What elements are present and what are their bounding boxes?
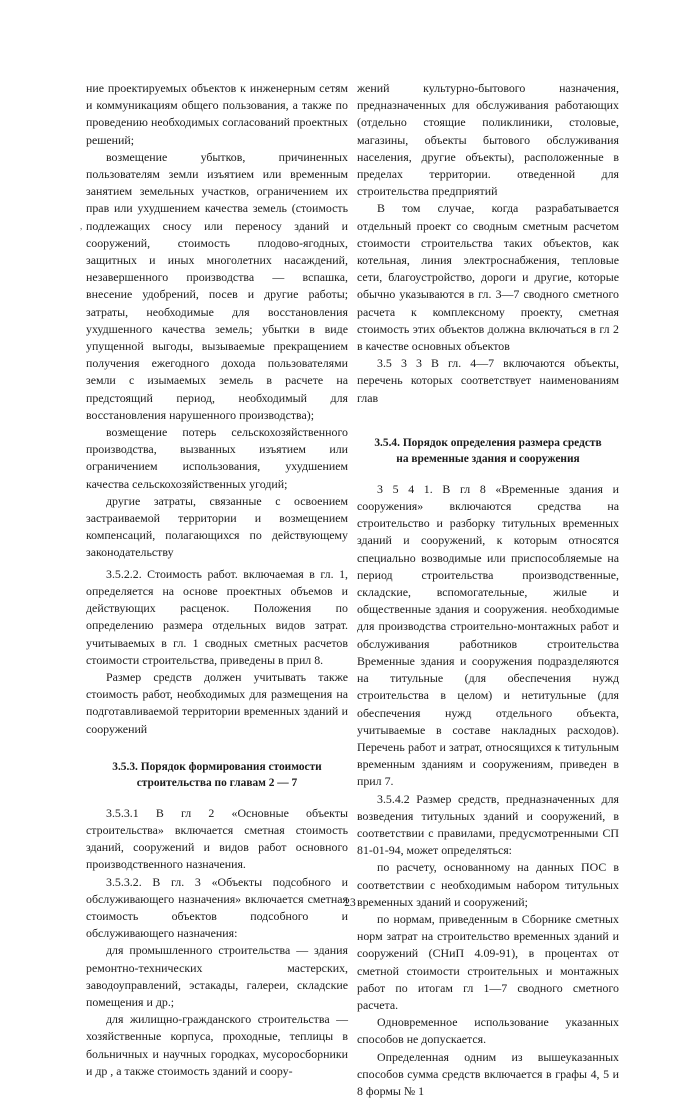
paragraph: возмещение потерь сельскохозяйственного производства, вызванных изъятием или ограничением использования, ухудшением качества сельскохозяйственных угодий; (86, 425, 348, 491)
paragraph: 3.5.2.2. Стоимость работ. включаемая в гл. 1, определяется на основе проектных объемов и действующих расценок. Положения по определению размера отдельных видов затрат. учитываемых в гл. 1 сводных сметных расчетов стоимости строительства, приведены в прил 8. (86, 566, 348, 667)
section-heading-3-5-3: 3.5.3. Порядок формирования стоимости строительства по главам 2 — 7 (112, 760, 322, 789)
page-number: 23 (344, 897, 356, 909)
paragraph: 3.5 3 3 В гл. 4—7 включаются объекты, перечень которых соответствует наименованиям глав (357, 356, 619, 405)
paragraph: Определенная одним из вышеуказанных способов сумма средств включается в графы 4, 5 и 8 формы № 1 (357, 1049, 619, 1098)
paragraph: по расчету, основанному на данных ПОС в соответствии с необходимым набором титульных временных зданий и сооружений; (357, 860, 619, 909)
paragraph: В том случае, когда разрабатывается отдельный проект со сводным сметным расчетом стоимости строительства таких объектов, как котельная, линия электроснабжения, тепловые сети, благоустройство, дороги и другие, которые обычно указываются в гл. 3—7 сводного сметного расчета к комплексному проекту, сметная стоимость этих объектов должна включаться в гл 2 в качестве основных объектов (357, 201, 619, 354)
paragraph: 3.5.3.2. В гл. 3 «Объекты подсобного и обслуживающего назначения» включается сметная стоимость объектов подсобного и обслуживающего назначения: (86, 874, 348, 941)
paragraph: 3 5 4 1. В гл 8 «Временные здания и сооружения» включаются средства на строительство и разборку титульных временных зданий и сооружений, к которым относятся специально возводимые или приспособляемые на период строительства производственные, складские, вспомогательные, жилые и общественные здания и сооружения. необходимые для производства строительно-монтажных работ и обслуживания работников строительства Временные здания и сооружения подразделяются на титульные (для обеспечения нужд строительства в целом) и нетитульные (для обеспечения нужд отдельного объекта, учитываемые в составе накладных расходов). Перечень работ и затрат, относящихся к титульным временным зданиям и сооружениям, приведен в прил 7. (357, 481, 619, 789)
paragraph: по нормам, приведенным в Сборнике сметных норм затрат на строительство временных зданий и сооружений (СНиП 4.09-91), в процентах от сметной стоимости строительных и монтажных работ по итогам гл 1—7 сводного сметного расчета. (357, 911, 619, 1012)
paragraph: 3.5.3.1 В гл 2 «Основные объекты строительства» включается сметная стоимость зданий, сооружений и видов работ основного производственного назначения. (86, 805, 348, 872)
paragraph: Размер средств должен учитывать также стоимость работ, необходимых для размещения на подготавливаемой территории временных зданий и сооружений (86, 669, 348, 736)
right-column (357, 80, 619, 1100)
paragraph: 3.5.4.2 Размер средств, предназначенных для возведения титульных зданий и сооружений, в соответствии с правилами, предусмотренными СП 81-01-94, может определяться: (357, 791, 619, 858)
margin-mark: , (80, 221, 83, 231)
paragraph: другие затраты, связанные с освоением застраиваемой территории и возмещением компенсаций, полагающихся по действующему законодательству (86, 493, 348, 560)
paragraph: ние проектируемых объектов к инженерным сетям и коммуникациям общего пользования, а также по проведению необходимых согласований проектных решений; (86, 81, 348, 147)
left-column (86, 80, 348, 1080)
paragraph: жений культурно-бытового назначения, предназначенных для обслуживания работающих (отдельно стоящие поликлиники, столовые, магазины, объекты бытового обслуживания населения, другие объекты), расположенные в пределах территории. отведенной для строительства предприятий (357, 81, 619, 199)
paragraph: для жилищно-гражданского строительства — хозяйственные корпуса, проходные, теплицы в больничных и научных городках, мусоросборники и др , а также стоимость зданий и соору- (86, 1012, 348, 1078)
section-heading-3-5-4: 3.5.4. Порядок определения размера средств на временные здания и сооружения (374, 436, 602, 465)
paragraph: Одновременное использование указанных способов не допускается. (357, 1015, 619, 1047)
paragraph: для промышленного строительства — здания ремонтно-технических мастерских, заводоуправлений, эстакады, галереи, складские помещения и др.; (86, 943, 348, 1009)
paragraph: возмещение убытков, причиненных пользователям земли изъятием или временным занятием земельных участков, ограничением их прав или ухудшением качества земель (стоимость подлежащих сносу или переносу зданий и сооружений, стоимость плодово-ягодных, защитных и иных многолетних насаждений, незавершенного производства — вспашка, внесение удобрений, посев и другие работы; затраты, необходимые для восстановления ухудшенного качества земель; убытки в виде упущенной выгоды, вызываемые прекращением получения ежегодного дохода пользователями земли с изымаемых земель в расчете на предстоящий период, необходимый для восстановления нарушенного производства); (86, 149, 348, 422)
